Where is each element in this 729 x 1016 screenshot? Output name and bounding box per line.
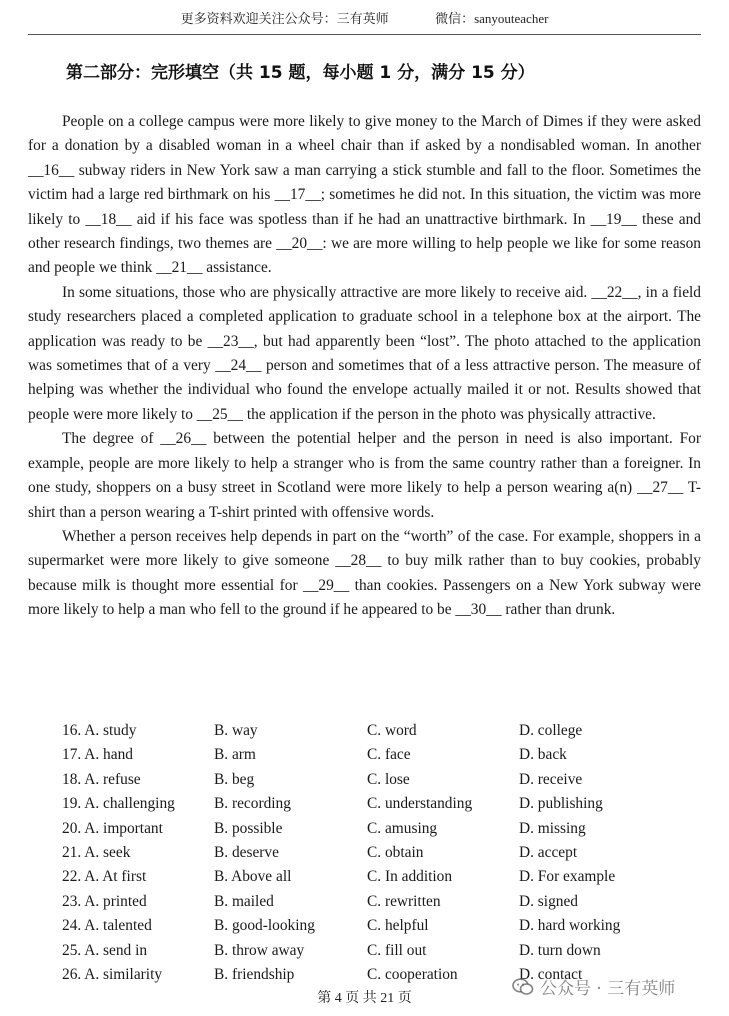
passage-paragraph-2: In some situations, those who are physically attractive are more likely to receive aid. __22__, in a field study researchers placed a completed application to graduate school in a telephone box at the airport. The application was ready to be __23__, but had apparently been “lost”. The photo attached to the application was sometimes that of a very __24__ person and sometimes that of a less attractive person. The measure of helping was whether the individual who found the envelope actually mailed it or not. Results showed that people were more likely to __25__ the application if the person in the photo was physically attractive. bbox=[28, 283, 701, 423]
question-row-22 bbox=[62, 865, 699, 889]
option-d: D. accept bbox=[519, 843, 578, 861]
option-a: 18. A. refuse bbox=[62, 770, 141, 788]
option-b: B. beg bbox=[214, 770, 255, 788]
option-b: B. throw away bbox=[214, 941, 305, 959]
option-a: 25. A. send in bbox=[62, 941, 148, 959]
option-c: C. rewritten bbox=[367, 892, 441, 910]
question-row-24 bbox=[62, 914, 699, 938]
option-a: 20. A. important bbox=[62, 819, 163, 837]
option-a: 19. A. challenging bbox=[62, 795, 175, 813]
option-d: D. turn down bbox=[519, 941, 601, 959]
option-c: C. lose bbox=[367, 770, 410, 788]
question-row-19 bbox=[62, 792, 699, 816]
option-c: C. fill out bbox=[367, 941, 427, 959]
option-b: B. way bbox=[214, 722, 258, 739]
section-title: 第二部分：完形填空（共 15 题，每小题 1 分，满分 15 分） bbox=[66, 63, 535, 83]
option-b: B. arm bbox=[214, 746, 256, 764]
question-row-17 bbox=[62, 743, 699, 767]
option-c: C. cooperation bbox=[367, 965, 458, 983]
option-c: C. In addition bbox=[367, 868, 453, 886]
option-b: B. mailed bbox=[214, 892, 274, 910]
option-d: D. signed bbox=[519, 892, 578, 910]
option-d: D. publishing bbox=[519, 795, 603, 813]
option-c: C. obtain bbox=[367, 843, 424, 861]
option-c: C. face bbox=[367, 746, 411, 764]
question-row-25 bbox=[62, 939, 699, 963]
option-b: B. good-looking bbox=[214, 917, 315, 935]
answer-options bbox=[62, 719, 699, 987]
option-a: 21. A. seek bbox=[62, 843, 131, 861]
wechat-watermark bbox=[512, 974, 675, 999]
watermark-text: 公众号 · 三有英师 bbox=[540, 979, 676, 999]
option-b: B. friendship bbox=[214, 965, 295, 983]
page-number: 第 4 页 共 21 页 bbox=[317, 991, 412, 1006]
header-divider bbox=[28, 34, 701, 35]
wechat-icon bbox=[512, 978, 534, 996]
option-b: B. recording bbox=[214, 795, 291, 813]
header-left-text: 更多资料欢迎关注公众号：三有英师 bbox=[180, 11, 389, 26]
header-right-text: 微信：sanyouteacher bbox=[435, 11, 549, 26]
option-d: D. receive bbox=[519, 770, 583, 788]
option-c: C. amusing bbox=[367, 819, 438, 837]
question-row-18 bbox=[62, 768, 699, 792]
option-b: B. possible bbox=[214, 819, 283, 837]
option-a: 16. A. study bbox=[62, 722, 137, 739]
option-d: D. contact bbox=[519, 965, 583, 983]
passage-paragraph-1: People on a college campus were more likely to give money to the March of Dimes if they were asked for a donation by a disabled woman in a wheel chair than if asked by a nondisabled woman. In another __16__ subway riders in New York saw a man carrying a stick stumble and fall to the floor. Sometimes the victim had a large red birthmark on his __17__; sometimes he did not. In this situation, the victim was more likely to __18__ aid if his face was spotless than if he had an unattractive birthmark. In __19__ these and other research findings, two themes are __20__: we are more willing to help people we like for some reason and people we think __21__ assistance. bbox=[28, 113, 701, 277]
option-c: C. word bbox=[367, 722, 417, 739]
option-a: 17. A. hand bbox=[62, 746, 133, 764]
option-d: D. For example bbox=[519, 868, 616, 886]
option-a: 26. A. similarity bbox=[62, 965, 163, 983]
option-a: 22. A. At first bbox=[62, 868, 147, 886]
option-d: D. hard working bbox=[519, 917, 621, 935]
option-b: B. Above all bbox=[214, 868, 292, 886]
question-row-16 bbox=[62, 719, 699, 743]
page-header bbox=[0, 8, 729, 27]
option-d: D. college bbox=[519, 722, 583, 739]
option-a: 24. A. talented bbox=[62, 917, 152, 935]
question-row-20 bbox=[62, 817, 699, 841]
option-d: D. missing bbox=[519, 819, 586, 837]
question-row-21 bbox=[62, 841, 699, 865]
question-row-23 bbox=[62, 890, 699, 914]
option-c: C. helpful bbox=[367, 917, 429, 935]
option-b: B. deserve bbox=[214, 843, 279, 861]
passage-paragraph-3: The degree of __26__ between the potential helper and the person in need is also important. For example, people are more likely to help a stranger who is from the same country rather than a foreigner. In one study, shoppers on a busy street in Scotland were more likely to help a person wearing a(n) __27__ T-shirt than a person wearing a T-shirt printed with offensive words. bbox=[28, 430, 701, 521]
cloze-passage bbox=[28, 110, 701, 623]
passage-paragraph-4: Whether a person receives help depends in part on the “worth” of the case. For example, shoppers in a supermarket were more likely to give someone __28__ to buy milk rather than to buy cookies, probably because milk is thought more essential for __29__ than cookies. Passengers on a New York subway were more likely to help a man who fell to the ground if he appeared to be __30__ rather than drunk. bbox=[28, 527, 701, 619]
option-d: D. back bbox=[519, 746, 567, 764]
option-c: C. understanding bbox=[367, 795, 473, 813]
option-a: 23. A. printed bbox=[62, 892, 147, 910]
